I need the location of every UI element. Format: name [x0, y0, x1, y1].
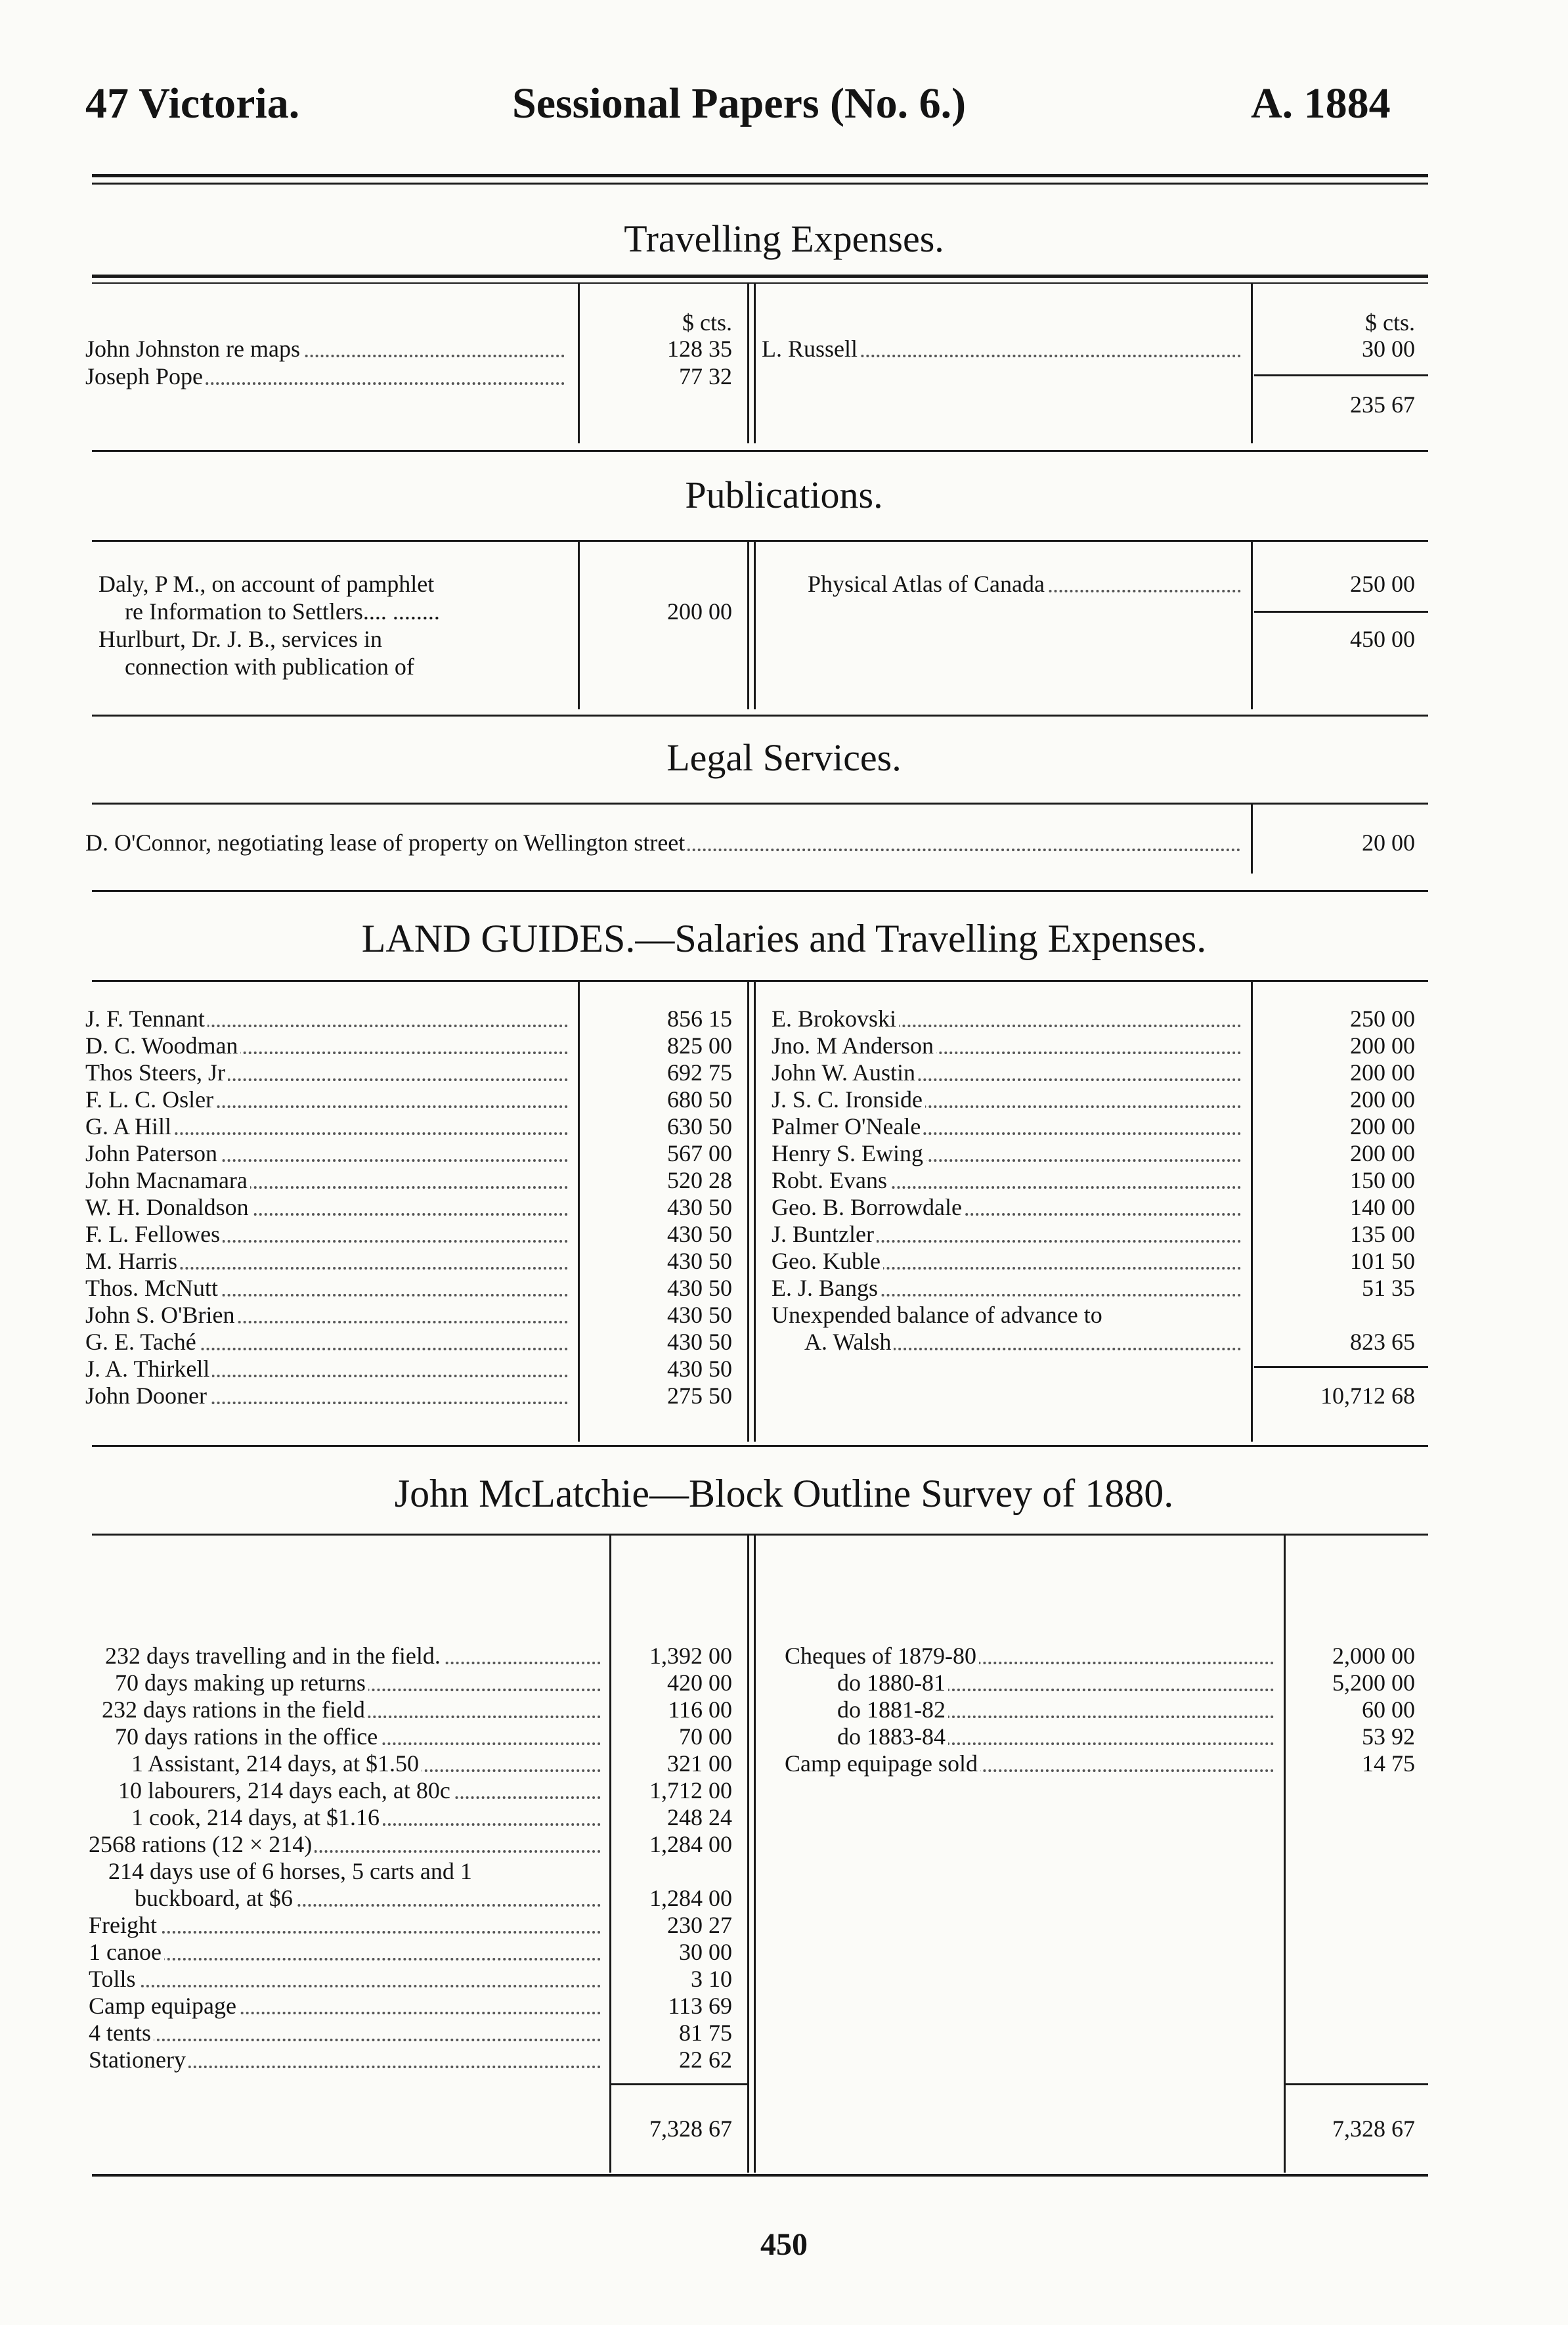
list-item: Thos. McNutt	[85, 1274, 568, 1302]
list-item: G. E. Taché	[85, 1328, 568, 1356]
unexpended-line-2: A. Walsh	[804, 1328, 1241, 1356]
list-item: 232 days travelling and in the field.	[105, 1642, 601, 1670]
list-item: Geo. B. Borrowdale	[772, 1193, 1241, 1221]
list-item: Cheques of 1879-80	[785, 1642, 1274, 1670]
land-guides-title: LAND GUIDES.—Salaries and Travelling Expenses.	[361, 917, 1207, 960]
list-item: W. H. Donaldson	[85, 1193, 568, 1221]
list-item: do 1881-82	[837, 1696, 1274, 1723]
list-item: E. J. Bangs	[772, 1274, 1241, 1302]
list-item: Physical Atlas of Canada	[808, 570, 1241, 598]
list-item: 214 days use of 6 horses, 5 carts and 1	[108, 1858, 472, 1884]
list-item: 1 canoe	[89, 1938, 601, 1966]
legal-amount: 20 00	[1362, 830, 1415, 856]
land-guides-total: 10,712 68	[1320, 1383, 1415, 1409]
list-item: John S. O'Brien	[85, 1301, 568, 1329]
legal-top-rule	[92, 803, 1428, 805]
publications-left-amount: 200 00	[667, 598, 732, 625]
list-item: John Johnston re maps	[85, 335, 565, 363]
list-item: J. A. Thirkell	[85, 1355, 568, 1383]
list-item: 1 cook, 214 days, at $1.16	[131, 1804, 601, 1831]
mclatchie-title: John McLatchie—Block Outline Survey of 1880.	[394, 1472, 1174, 1515]
list-item: 70 days making up returns	[115, 1669, 601, 1696]
list-item: E. Brokovski	[772, 1005, 1241, 1032]
publications-line-2: re Information to Settlers.... ........	[125, 598, 440, 625]
publications-top-rule	[92, 540, 1428, 542]
list-item: D. C. Woodman	[85, 1032, 568, 1059]
header-left: 47 Victoria.	[85, 79, 300, 127]
list-item: 4 tents	[89, 2019, 601, 2047]
list-item: 10 labourers, 214 days each, at 80c	[118, 1777, 601, 1804]
list-item: Camp equipage	[89, 1992, 601, 2020]
travelling-title: Travelling Expenses.	[624, 217, 944, 260]
publications-line-1: Daly, P M., on account of pamphlet	[98, 571, 435, 597]
list-item: 232 days rations in the field	[102, 1696, 601, 1723]
list-item: F. L. C. Osler	[85, 1086, 568, 1113]
list-item: 2568 rations (12 × 214)	[89, 1830, 601, 1858]
header-center: Sessional Papers (No. 6.)	[512, 79, 967, 127]
mclatchie-left-total: 7,328 67	[649, 2115, 732, 2142]
land-guides-top-rule	[92, 980, 1428, 982]
list-item: Tolls	[89, 1965, 601, 1993]
list-item: Freight	[89, 1911, 601, 1939]
list-item: J. S. C. Ironside	[772, 1086, 1241, 1113]
travelling-top-rule	[92, 275, 1428, 278]
publications-line-3: Hurlburt, Dr. J. B., services in	[98, 626, 382, 652]
list-item: Stationery	[89, 2046, 601, 2073]
travelling-currency-head-left: $ cts.	[682, 309, 732, 336]
footer-rule	[92, 2174, 1428, 2177]
list-item: do 1880-81	[837, 1669, 1274, 1696]
list-item: L. Russell	[762, 335, 1241, 363]
unexpended-line-1: Unexpended balance of advance to	[772, 1302, 1102, 1328]
list-item: Henry S. Ewing	[772, 1140, 1241, 1167]
list-item: Thos Steers, Jr	[85, 1059, 568, 1086]
mclatchie-right-total: 7,328 67	[1332, 2115, 1415, 2142]
list-item: J. Buntzler	[772, 1220, 1241, 1248]
list-item: Robt. Evans	[772, 1166, 1241, 1194]
header-rule-1	[92, 174, 1428, 177]
publications-title: Publications.	[685, 474, 883, 516]
list-item: F. L. Fellowes	[85, 1220, 568, 1248]
list-item: Palmer O'Neale	[772, 1113, 1241, 1140]
travelling-total: 235 67	[1350, 391, 1415, 418]
list-item: Geo. Kuble	[772, 1247, 1241, 1275]
mclatchie-top-rule	[92, 1534, 1428, 1536]
list-item: do 1883-84	[837, 1723, 1274, 1750]
publications-line-4: connection with publication of	[125, 653, 414, 680]
list-item: 1 Assistant, 214 days, at $1.50	[131, 1750, 601, 1777]
list-item: J. F. Tennant	[85, 1005, 568, 1032]
list-item: Jno. M Anderson	[772, 1032, 1241, 1059]
list-item: Joseph Pope	[85, 363, 565, 390]
travelling-currency-head-right: $ cts.	[1365, 309, 1415, 336]
header-rule-2	[92, 183, 1428, 185]
legal-title: Legal Services.	[666, 736, 902, 779]
publications-total: 450 00	[1350, 626, 1415, 652]
list-item: G. A Hill	[85, 1113, 568, 1140]
list-item: John Paterson	[85, 1140, 568, 1167]
list-item: John Dooner	[85, 1382, 568, 1409]
unexpended-amount: 823 65	[1350, 1329, 1415, 1355]
list-item: Camp equipage sold	[785, 1750, 1274, 1777]
list-item: 70 days rations in the office	[115, 1723, 601, 1750]
list-item: John W. Austin	[772, 1059, 1241, 1086]
list-item: buckboard, at $6	[135, 1884, 601, 1912]
list-item: John Macnamara	[85, 1166, 568, 1194]
list-item: M. Harris	[85, 1247, 568, 1275]
page-number: 450	[760, 2227, 808, 2262]
legal-line: D. O'Connor, negotiating lease of property on Wellington street	[85, 829, 1241, 856]
header-right: A. 1884	[1251, 79, 1391, 127]
